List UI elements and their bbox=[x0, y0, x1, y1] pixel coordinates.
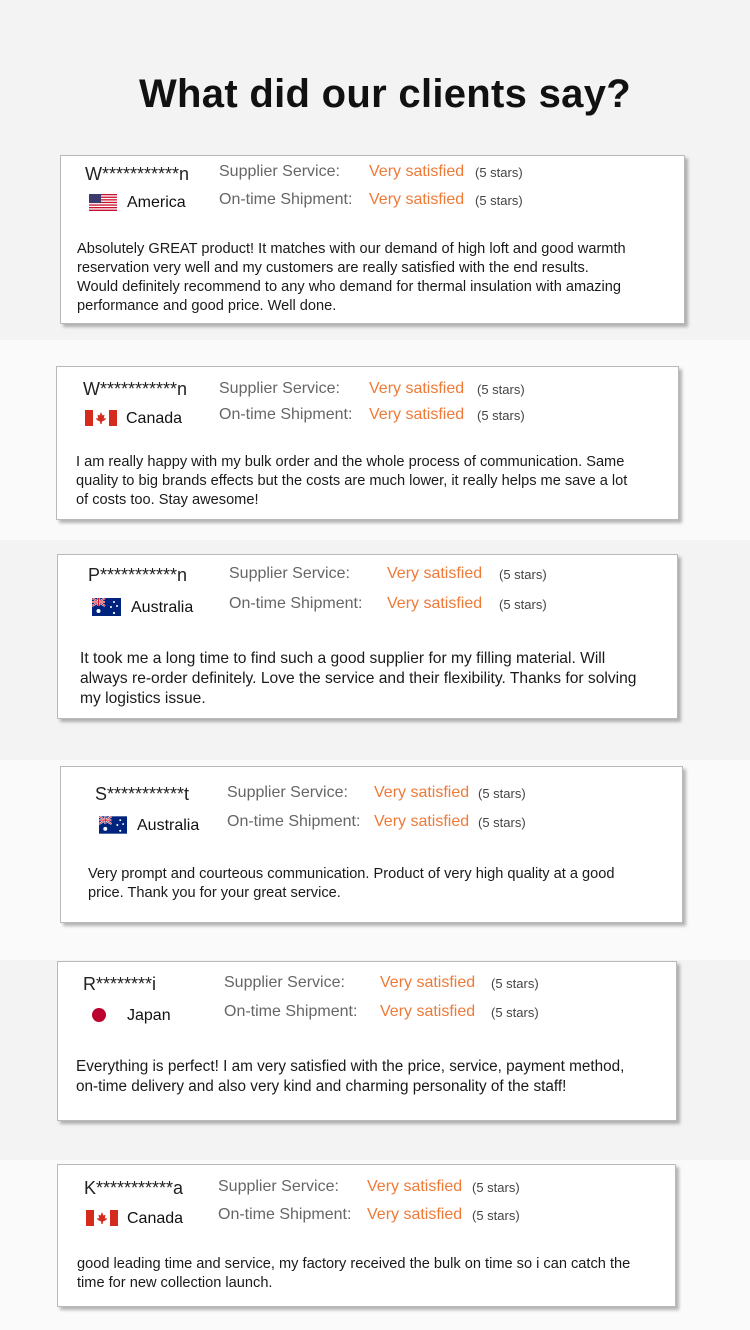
reviewer-name: W***********n bbox=[85, 164, 190, 184]
review-text bbox=[76, 453, 627, 510]
supplier-service-label: Supplier Service: bbox=[229, 565, 350, 582]
supplier-service-rating: Very satisfied bbox=[369, 163, 465, 180]
reviewer-country: Canada bbox=[126, 410, 183, 427]
supplier-service-stars: (5 stars) bbox=[477, 382, 525, 397]
australia-flag-icon bbox=[92, 598, 121, 616]
review-text bbox=[77, 240, 626, 316]
review-card bbox=[57, 1164, 676, 1307]
supplier-service-stars: (5 stars) bbox=[475, 165, 523, 180]
shipment-label: On-time Shipment: bbox=[218, 1206, 352, 1223]
review-text-line: time for new collection launch. bbox=[77, 1275, 273, 1291]
review-card bbox=[60, 155, 685, 324]
supplier-service-stars: (5 stars) bbox=[478, 786, 526, 801]
review-text-line: of costs too. Stay awesome! bbox=[76, 492, 259, 508]
supplier-service-rating: Very satisfied bbox=[374, 784, 470, 801]
shipment-label: On-time Shipment: bbox=[219, 191, 353, 208]
reviewer-country: Australia bbox=[131, 599, 194, 616]
canada-flag-icon bbox=[86, 1210, 118, 1226]
page-title: What did our clients say? bbox=[138, 72, 631, 116]
reviewer-country: Canada bbox=[127, 1210, 184, 1227]
reviewer-name: P***********n bbox=[88, 565, 188, 585]
supplier-service-label: Supplier Service: bbox=[219, 380, 340, 397]
review-text bbox=[80, 649, 636, 709]
reviewer-country: America bbox=[127, 194, 186, 211]
review-text-line: reservation very well and my customers are really satisfied with the end results. bbox=[77, 260, 589, 276]
review-text-line: It took me a long time to find such a good supplier for my filling material. Will bbox=[80, 650, 606, 667]
shipment-stars: (5 stars) bbox=[472, 1208, 520, 1223]
shipment-stars: (5 stars) bbox=[499, 597, 547, 612]
review-text bbox=[76, 1057, 624, 1097]
shipment-label: On-time Shipment: bbox=[224, 1003, 358, 1020]
reviewer-country: Australia bbox=[137, 817, 200, 834]
supplier-service-stars: (5 stars) bbox=[499, 567, 547, 582]
review-card bbox=[56, 366, 679, 520]
shipment-rating: Very satisfied bbox=[380, 1003, 476, 1020]
review-text-line: good leading time and service, my factory received the bulk on time so i can catch the bbox=[77, 1256, 631, 1272]
supplier-service-label: Supplier Service: bbox=[224, 974, 345, 991]
reviewer-name: K***********a bbox=[84, 1178, 184, 1198]
shipment-rating: Very satisfied bbox=[369, 406, 465, 423]
review-text-line: performance and good price. Well done. bbox=[77, 298, 337, 314]
shipment-rating: Very satisfied bbox=[387, 595, 483, 612]
supplier-service-rating: Very satisfied bbox=[387, 565, 483, 582]
review-text-line: quality to big brands effects but the costs are much lower, it really helps me save a lot bbox=[76, 473, 628, 489]
supplier-service-rating: Very satisfied bbox=[380, 974, 476, 991]
shipment-rating: Very satisfied bbox=[369, 191, 465, 208]
review-text-line: Absolutely GREAT product! It matches with our demand of high loft and good warmth bbox=[77, 241, 626, 257]
shipment-stars: (5 stars) bbox=[491, 1005, 539, 1020]
reviewer-country: Japan bbox=[127, 1007, 171, 1024]
shipment-stars: (5 stars) bbox=[475, 193, 523, 208]
reviewer-name: R********i bbox=[83, 974, 157, 994]
shipment-label: On-time Shipment: bbox=[229, 595, 363, 612]
australia-flag-icon bbox=[99, 816, 127, 834]
review-card bbox=[57, 554, 678, 719]
shipment-rating: Very satisfied bbox=[374, 813, 470, 830]
review-card bbox=[60, 766, 683, 923]
supplier-service-label: Supplier Service: bbox=[218, 1178, 339, 1195]
review-text-line: always re-order definitely. Love the service and their flexibility. Thanks for solving bbox=[80, 670, 637, 687]
us-flag-icon bbox=[89, 194, 117, 211]
supplier-service-rating: Very satisfied bbox=[367, 1178, 463, 1195]
supplier-service-label: Supplier Service: bbox=[227, 784, 348, 801]
review-text bbox=[77, 1255, 630, 1293]
supplier-service-rating: Very satisfied bbox=[369, 380, 465, 397]
reviewer-name: W***********n bbox=[83, 379, 188, 399]
review-text-line: Everything is perfect! I am very satisfied with the price, service, payment method, bbox=[76, 1058, 625, 1075]
canada-flag-icon bbox=[85, 410, 117, 426]
review-text-line: I am really happy with my bulk order and the whole process of communication. Same bbox=[76, 454, 625, 470]
japan-flag-icon bbox=[91, 1007, 107, 1023]
review-text-line: price. Thank you for your great service. bbox=[88, 885, 341, 901]
review-text-line: Would definitely recommend to any who demand for thermal insulation with amazing bbox=[77, 279, 622, 295]
review-text bbox=[88, 865, 614, 903]
reviewer-name: S***********t bbox=[95, 784, 190, 804]
supplier-service-stars: (5 stars) bbox=[472, 1180, 520, 1195]
review-card bbox=[57, 961, 677, 1121]
review-text-line: my logistics issue. bbox=[80, 690, 206, 707]
shipment-stars: (5 stars) bbox=[477, 408, 525, 423]
shipment-label: On-time Shipment: bbox=[227, 813, 361, 830]
review-text-line: on-time delivery and also very kind and charming personality of the staff! bbox=[76, 1078, 567, 1095]
shipment-label: On-time Shipment: bbox=[219, 406, 353, 423]
shipment-rating: Very satisfied bbox=[367, 1206, 463, 1223]
supplier-service-stars: (5 stars) bbox=[491, 976, 539, 991]
review-text-line: Very prompt and courteous communication. Product of very high quality at a good bbox=[88, 866, 615, 882]
shipment-stars: (5 stars) bbox=[478, 815, 526, 830]
supplier-service-label: Supplier Service: bbox=[219, 163, 340, 180]
